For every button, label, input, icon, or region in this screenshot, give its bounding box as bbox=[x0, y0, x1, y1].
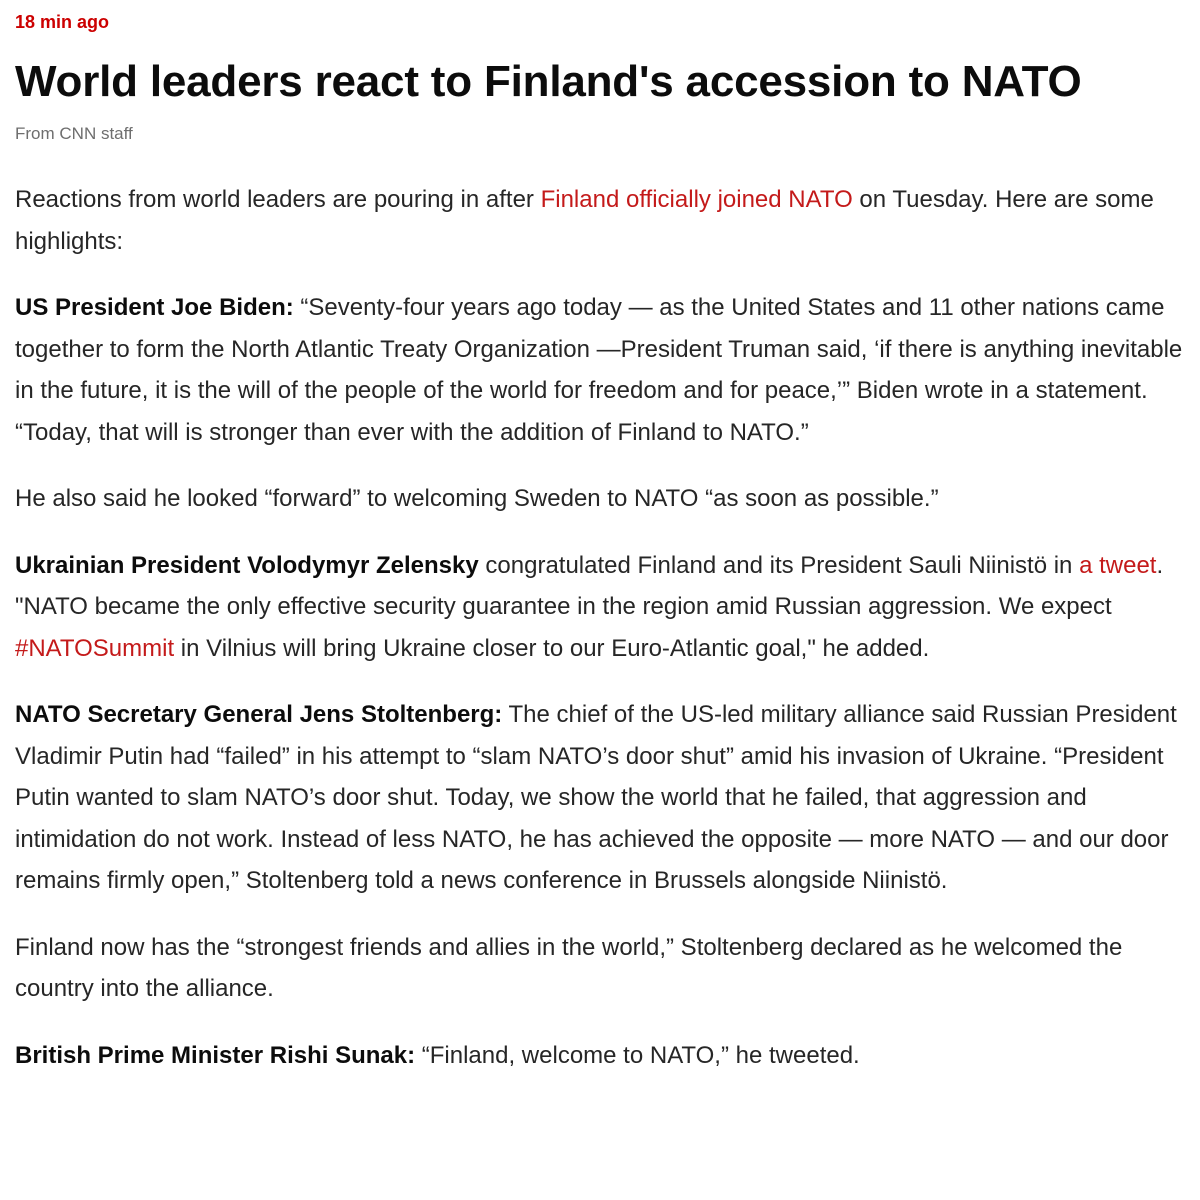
post-timestamp: 18 min ago bbox=[15, 12, 110, 32]
stoltenberg-lead: NATO Secretary General Jens Stoltenberg: bbox=[15, 701, 503, 728]
finland-joined-nato-link[interactable]: Finland officially joined NATO bbox=[540, 186, 853, 213]
biden-sweden-text: He also said he looked “forward” to welcoming Sweden to NATO “as soon as possible.” bbox=[15, 485, 939, 512]
zelensky-text-3: in Vilnius will bring Ukraine closer to our Euro-Atlantic goal," he added. bbox=[174, 634, 930, 662]
post-headline: World leaders react to Finland's accession to NATO bbox=[15, 57, 1082, 106]
zelensky-paragraph bbox=[15, 545, 1186, 670]
stoltenberg-text: The chief of the US-led military alliance said Russian President Vladimir Putin had “failed” in his attempt to “slam NATO’s door shut” amid his invasion of Ukraine. “President Putin wanted to slam NATO’s door shut. Today, we show the world that he failed, that aggression and intimidation do not work. Instead of less NATO, he has achieved the opposite — more NATO — and our door remains firmly open,” Stoltenberg told a news conference in Brussels alongside Niinistö. bbox=[15, 701, 1177, 894]
biden-sweden-paragraph bbox=[15, 478, 1186, 520]
biden-paragraph bbox=[15, 287, 1186, 453]
zelensky-lead: Ukrainian President Volodymyr Zelensky bbox=[15, 551, 479, 579]
intro-paragraph bbox=[15, 179, 1186, 262]
stoltenberg-paragraph bbox=[15, 694, 1186, 902]
zelensky-text-1: congratulated Finland and its President Sauli Niinistö in bbox=[478, 551, 1080, 579]
biden-lead: US President Joe Biden: bbox=[15, 294, 294, 321]
sunak-paragraph bbox=[15, 1035, 1186, 1077]
natosummit-hashtag-link[interactable]: #NATOSummit bbox=[15, 634, 175, 662]
sunak-lead: British Prime Minister Rishi Sunak: bbox=[15, 1041, 416, 1069]
intro-text-after: on Tuesday. Here are some highlights: bbox=[15, 186, 1154, 255]
zelensky-text-2: . "NATO became the only effective security guarantee in the region amid Russian aggression. We expect bbox=[15, 551, 1164, 620]
stoltenberg-friends-text: Finland now has the “strongest friends and allies in the world,” Stoltenberg declared as he welcomed the country into the alliance. bbox=[15, 933, 1123, 1002]
intro-text-before: Reactions from world leaders are pouring in after bbox=[15, 186, 541, 213]
zelensky-tweet-link[interactable]: a tweet bbox=[1079, 551, 1157, 579]
post-byline: From CNN staff bbox=[15, 124, 133, 143]
biden-quote: “Seventy-four years ago today — as the United States and 11 other nations came together to form the North Atlantic Treaty Organization —President Truman said, ‘if there is anything inevitable in the future, it is the will of the people of the world for freedom and for peace,’” Biden wrote in a statement. “Today, that will is stronger than ever with the addition of Finland to NATO.” bbox=[15, 294, 1183, 446]
stoltenberg-friends-paragraph bbox=[15, 927, 1186, 1010]
sunak-text: “Finland, welcome to NATO,” he tweeted. bbox=[415, 1041, 860, 1069]
